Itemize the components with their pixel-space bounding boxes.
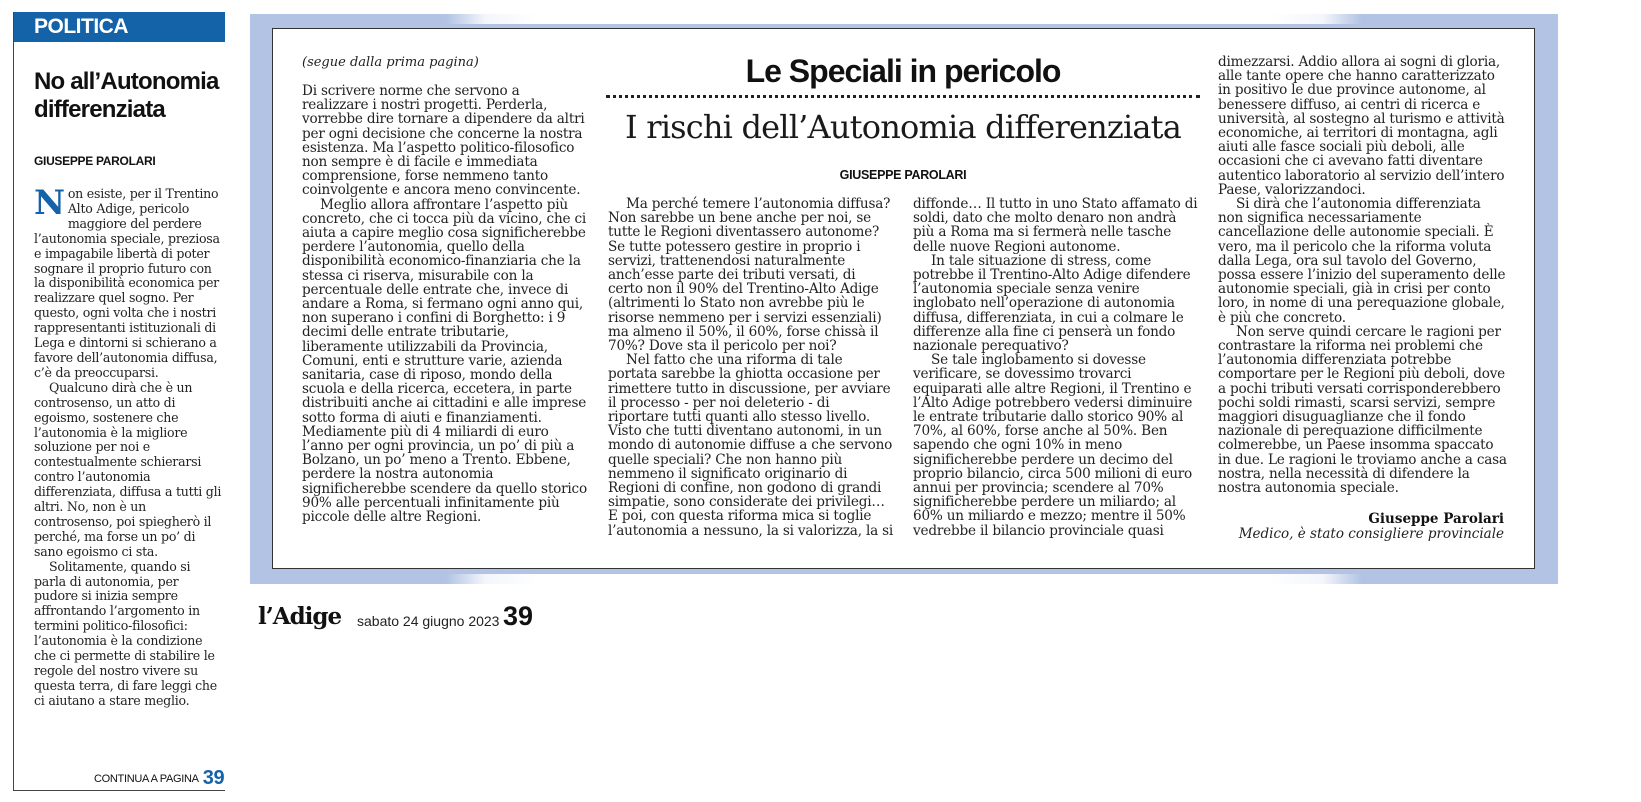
article-paragraph: Meglio allora affrontare l’aspetto più concreto, che ci tocca più da vicino, che ci aiuta a capire meglio cosa significherebbe perdere l’autonomia, quello della disponibilità economico-finanziaria che la stessa ci riserva, misurabile con la percentuale delle entrate che, invece di andare a Roma, si fermano ogni anno qui, non superano i confini di Borghetto: i 9 decimi delle entrate tributarie, liberamente utilizzabili da Provincia, Comuni, enti e strutture varie, azienda sanitaria, case di riposo, mondo della scuola e della ricerca, eccetera, in parte distribuiti anche ai cittadini e alle imprese sotto forma di aiuti e finanziamenti. Mediamente più di 4 miliardi di euro l’anno per ogni provincia, un po’ di più a Bolzano, un po’ meno a Trento. Ebbene, perdere la nostra autonomia significherebbe scendere da quello storico 90% alle percentuali infinitamente più piccole delle altre Regioni. (302, 196, 587, 526)
article-column-3 (913, 197, 1199, 538)
continue-label: CONTINUA A PAGINA (94, 773, 199, 785)
dotted-divider (606, 95, 1200, 98)
drop-cap: N (34, 183, 65, 223)
segue-note: (segue dalla prima pagina) (302, 55, 479, 70)
sidebar-paragraph: Solitamente, quando si parla di autonomia, per pudore si inizia sempre affrontando l’argomento in termini politico-filosofici: l’autonomia è la condizione che ci permette di stabilire le regole del nostro vivere su questa terra, di fare leggi che ci aiutano a stare meglio. (34, 558, 217, 708)
article-title: I rischi dell’Autonomia differenziata (624, 108, 1181, 146)
article-paragraph: diffonde… Il tutto in uno Stato affamato di soldi, dato che molto denaro non andrà più a Roma ma si fermerà nelle tasche delle nuove Regioni autonome. (913, 196, 1198, 255)
article-paragraph: dimezzarsi. Addio allora ai sogni di gloria, alle tante opere che hanno caratterizzato in positivo le due province autonome, al benessere diffuso, ai centri di ricerca e università, al sostegno al turismo e attività economiche, ai territori di montagna, agli aiuti alle fasce sociali più deboli, alle occasioni che ci avevano fatti diventare autentico laboratorio al servizio dell’intero Paese, valorizzandoci. (1218, 54, 1505, 198)
newspaper-masthead: l’Adige (258, 603, 342, 630)
sidebar-lead-text: on esiste, per il Trentino Alto Adige, pericolo maggiore del perdere l’autonomia speciale, preziosa e impagabile libertà di poter sognare il proprio futuro con la disponibilità economica per realizzare quel sogno. Per questo, ogni volta che i nostri rappresentanti istituzionali di Lega e dintorni si schierano a favore dell’autonomia diffusa, c’è da preoccuparsi. (34, 186, 220, 380)
article-column-2 (608, 197, 894, 538)
sidebar-title: No all’Autonomia differenziata (34, 68, 219, 123)
signature-name: Giuseppe Parolari (1368, 511, 1504, 527)
page-number: 39 (503, 601, 534, 631)
sidebar-author: GIUSEPPE PAROLARI (34, 154, 156, 168)
over-title: Le Speciali in pericolo (745, 53, 1061, 89)
article-paragraph: Di scrivere norme che servono a realizzare i nostri progetti. Perderla, vorrebbe dire tornare a dipendere da altri per ogni decisione che concerne la nostra esistenza. Ma l’aspetto politico-filosofico non sempre è di facile e immediata comprensione, forse nemmeno tanto coinvolgente e ancora meno convincente. (302, 83, 585, 199)
continue-link[interactable] (94, 767, 224, 790)
article-paragraph: In tale situazione di stress, come potrebbe il Trentino-Alto Adige difendere l’autonomia speciale senza venire inglobato nell’operazione di autonomia diffusa, differenziata, in cui a colmare le differenze alla fine ci penserà un fondo nazionale perequativo? (913, 252, 1191, 355)
article-column-1 (302, 84, 588, 524)
sidebar-paragraph: Qualcuno dirà che è un controsenso, un atto di egoismo, sostenere che l’autonomia è la migliore soluzione per noi e contestualmente schierarsi contro l’autonomia differenziata, diffusa a tutti gli altri. No, non è un controsenso, poi spiegherò il perché, ma forse un po’ di sano egoismo ci sta. (34, 379, 222, 559)
sidebar-lead-paragraph (34, 183, 224, 381)
article-paragraph: Si dirà che l’autonomia differenziata non significa necessariamente cancellazione delle autonomie speciali. È vero, ma il pericolo che la riforma voluta dalla Lega, ora sul tavolo del Governo, possa essere l’inizio del superamento delle autonomie speciali, già in crisi per conto loro, in nome di una perequazione globale, è più che concreto. (1218, 196, 1506, 326)
section-tag: POLITICA (14, 12, 225, 42)
article-paragraph: Ma perché temere l’autonomia diffusa? Non sarebbe un bene anche per noi, se tutte le Regioni diventassero autonome? Se tutte potessero gestire in proprio i servizi, trattenendosi naturalmente anch’esse parte dei tributi versati, di certo non il 90% del Trentino-Alto Adige (altrimenti lo Stato non avrebbe più le risorse nemmeno per i servizi essenziali) ma almeno il 50%, il 60%, forse chissà il 70%? Dove sta il pericolo per noi? (608, 196, 891, 355)
article-paragraph: Nel fatto che una riforma di tale portata sarebbe la ghiotta occasione per rimettere tutto in discussione, per avviare il processo - per noi deleterio - di riportare tutti quanti allo stesso livello. Visto che tutti diventano autonomi, in un mondo di autonomie diffuse a che servono quelle speciali? Che non hanno più nemmeno il significato originario di Regioni di confine, non godono di grandi simpatie, sono considerate dei privilegi… E poi, con questa riforma mica si toglie l’autonomia a nessuno, la si valorizza, la si (608, 352, 894, 539)
continue-page-number: 39 (202, 767, 225, 789)
issue-date: sabato 24 giugno 2023 (357, 613, 500, 629)
article-paragraph: Se tale inglobamento si dovesse verificare, se dovessimo trovarci equiparati alle altre Regioni, il Trentino e l’Alto Adige potrebbero vedersi diminuire le entrate tributarie dallo storico 90% al 70%, al 60%, forse anche al 50%. Ben sapendo che ogni 10% in meno significherebbe perdere un decimo del proprio bilancio, circa 500 milioni di euro annui per provincia; scendere al 70% significherebbe perdere un miliardo; al 60% un miliardo e mezzo; mentre il 50% vedrebbe il bilancio provinciale quasi (913, 352, 1193, 539)
sidebar-article (13, 12, 225, 791)
article-column-4 (1218, 55, 1508, 495)
article-author: GIUSEPPE PAROLARI (839, 168, 967, 182)
article-paragraph: Non serve quindi cercare le ragioni per contrastare la riforma nei problemi che l’autonomia differenziata potrebbe comportare per le Regioni più deboli, dove a pochi tributi versati corrisponderebbero pochi soldi rimasti, scarsi servizi, sempre maggiori disuguaglianze che il fondo nazionale di perequazione difficilmente colmerebbe, un Paese insomma spaccato in due. Le ragioni le troviamo anche a casa nostra, nella necessità di difendere la nostra autonomia speciale. (1218, 323, 1507, 497)
sidebar-body (34, 183, 224, 709)
signature-role: Medico, è stato consigliere provinciale (1238, 526, 1504, 542)
